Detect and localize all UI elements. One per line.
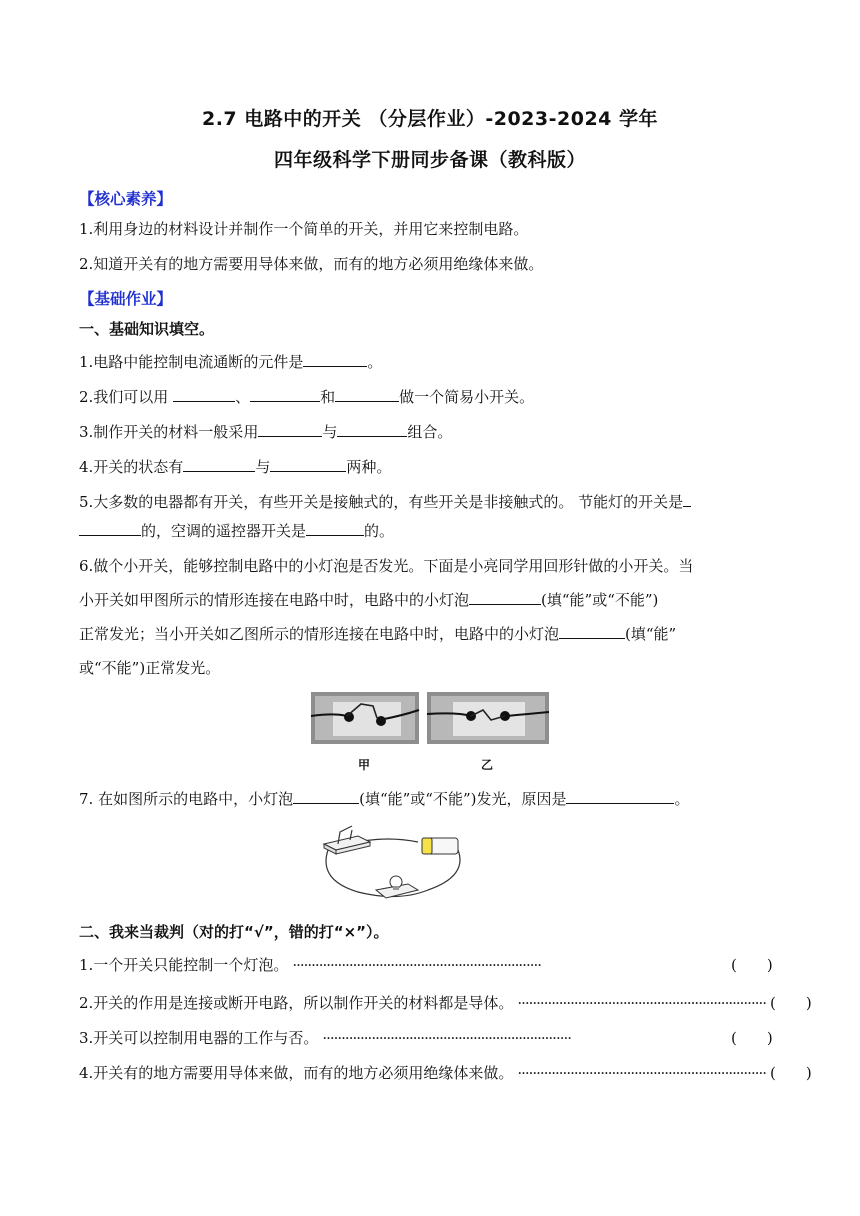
page-title-line1: 2.7 电路中的开关 （分层作业）-2023-2024 学年 (201, 108, 659, 130)
q7-blank-2[interactable] (566, 789, 674, 804)
judge-4-answer[interactable]: ( ) (770, 1064, 812, 1082)
q6-blank-2[interactable] (559, 624, 625, 639)
q2-and: 和 (320, 388, 336, 406)
q4-with: 与 (255, 458, 271, 476)
page-title-line2: 四年级科学下册同步备课（教科版） (273, 149, 586, 171)
q4-blank-2[interactable] (270, 457, 346, 472)
q6-text-b: 正常发光；当小开关如乙图所示的情形连接在电路中时，电路中的小灯泡 (79, 625, 560, 643)
q3-text: 3.制作开关的材料一般采用 (79, 423, 259, 441)
question-3 (79, 422, 784, 442)
basic-homework-heading: 【基础作业】 (79, 290, 173, 308)
q4-blank-1[interactable] (183, 457, 255, 472)
judge-2-text: 2.开关的作用是连接或断开电路，所以制作开关的材料都是导体。 (79, 994, 514, 1012)
q2-blank-3[interactable] (335, 387, 399, 402)
q3-blank-1[interactable] (258, 422, 322, 437)
q2-text: 2.我们可以用 (79, 388, 174, 406)
judge-2-answer[interactable]: ( ) (770, 994, 812, 1012)
judge-item-3 (79, 1028, 785, 1048)
judge-4-text: 4.开关有的地方需要用导体来做，而有的地方必须用绝缘体来做。 (79, 1064, 514, 1082)
judge-3-text: 3.开关可以控制用电器的工作与否。 (79, 1029, 319, 1047)
q7-text-a: 7. 在如图所示的电路中，小灯泡 (79, 790, 294, 808)
judge-item-4 (79, 1063, 812, 1083)
q5-blank-1[interactable] (79, 521, 141, 536)
q6-text-a: 小开关如甲图所示的情形连接在电路中时，电路中的小灯泡 (79, 591, 470, 609)
core-item-1: 1.利用身边的材料设计并制作一个简单的开关，并用它来控制电路。 (79, 220, 529, 238)
q6-hint-b: (填“能” (625, 625, 677, 643)
core-literacy-heading: 【核心素养】 (79, 190, 173, 208)
q5-blank-1-start[interactable] (683, 492, 691, 507)
question-7 (79, 789, 784, 809)
question-1 (79, 352, 784, 372)
q1-blank[interactable] (303, 352, 367, 367)
q7-blank-1[interactable] (293, 789, 359, 804)
judge-1-text: 1.一个开关只能控制一个灯泡。 (79, 956, 289, 974)
judge-item-1 (79, 955, 785, 975)
question-6-line3 (79, 624, 784, 644)
judge-item-2 (79, 993, 812, 1013)
question-5-line1 (79, 492, 784, 512)
q1-text: 1.电路中能控制电流通断的元件是 (79, 353, 304, 371)
q5-text: 5.大多数的电器都有开关，有些开关是接触式的，有些开关是非接触式的。 节能灯的开关是 (79, 493, 684, 511)
judge-2-dots: ·································································· (517, 994, 767, 1012)
switch-photo-b (427, 692, 549, 744)
q4-text: 4.开关的状态有 (79, 458, 184, 476)
q6-hint-a: (填“能”或“不能”) (541, 591, 659, 609)
judge-3-dots: ·································································· (322, 1029, 572, 1047)
judge-3-answer[interactable]: ( ) (731, 1029, 773, 1047)
question-6-line2 (79, 590, 784, 610)
q7-text-b: (填“能”或“不能”)发光，原因是 (359, 790, 567, 808)
q5-end: 的。 (364, 522, 395, 540)
q2-end: 做一个简易小开关。 (399, 388, 535, 406)
question-2 (79, 387, 784, 407)
question-6-line4: 或“不能”)正常发光。 (79, 659, 221, 677)
caption-b: 乙 (481, 758, 494, 772)
part1-title: 一、基础知识填空。 (79, 320, 215, 338)
q7-end: 。 (674, 790, 690, 808)
judge-4-dots: ·································································· (517, 1064, 767, 1082)
caption-a: 甲 (358, 758, 371, 772)
q4-end: 两种。 (346, 458, 392, 476)
q1-end: 。 (367, 353, 383, 371)
q2-blank-1[interactable] (173, 387, 235, 402)
q2-sep: 、 (235, 388, 251, 406)
circuit-diagram (318, 820, 468, 902)
q6-blank-1[interactable] (469, 590, 541, 605)
q3-with: 与 (322, 423, 338, 441)
question-5-line2 (79, 521, 784, 541)
question-6-line1: 6.做个小开关，能够控制电路中的小灯泡是否发光。下面是小亮同学用回形针做的小开关。当 (79, 557, 694, 575)
q5-blank-2[interactable] (306, 521, 364, 536)
part2-title: 二、我来当裁判（对的打“√”，错的打“×”）。 (79, 923, 389, 941)
judge-1-answer[interactable]: ( ) (731, 956, 773, 974)
core-item-2: 2.知道开关有的地方需要用导体来做，而有的地方必须用绝缘体来做。 (79, 255, 544, 273)
q3-end: 组合。 (407, 423, 453, 441)
question-4 (79, 457, 784, 477)
judge-1-dots: ·································································· (292, 956, 542, 974)
q3-blank-2[interactable] (337, 422, 407, 437)
switch-photo-a (311, 692, 419, 744)
q2-blank-2[interactable] (250, 387, 320, 402)
q5-mid: 的，空调的遥控器开关是 (141, 522, 307, 540)
